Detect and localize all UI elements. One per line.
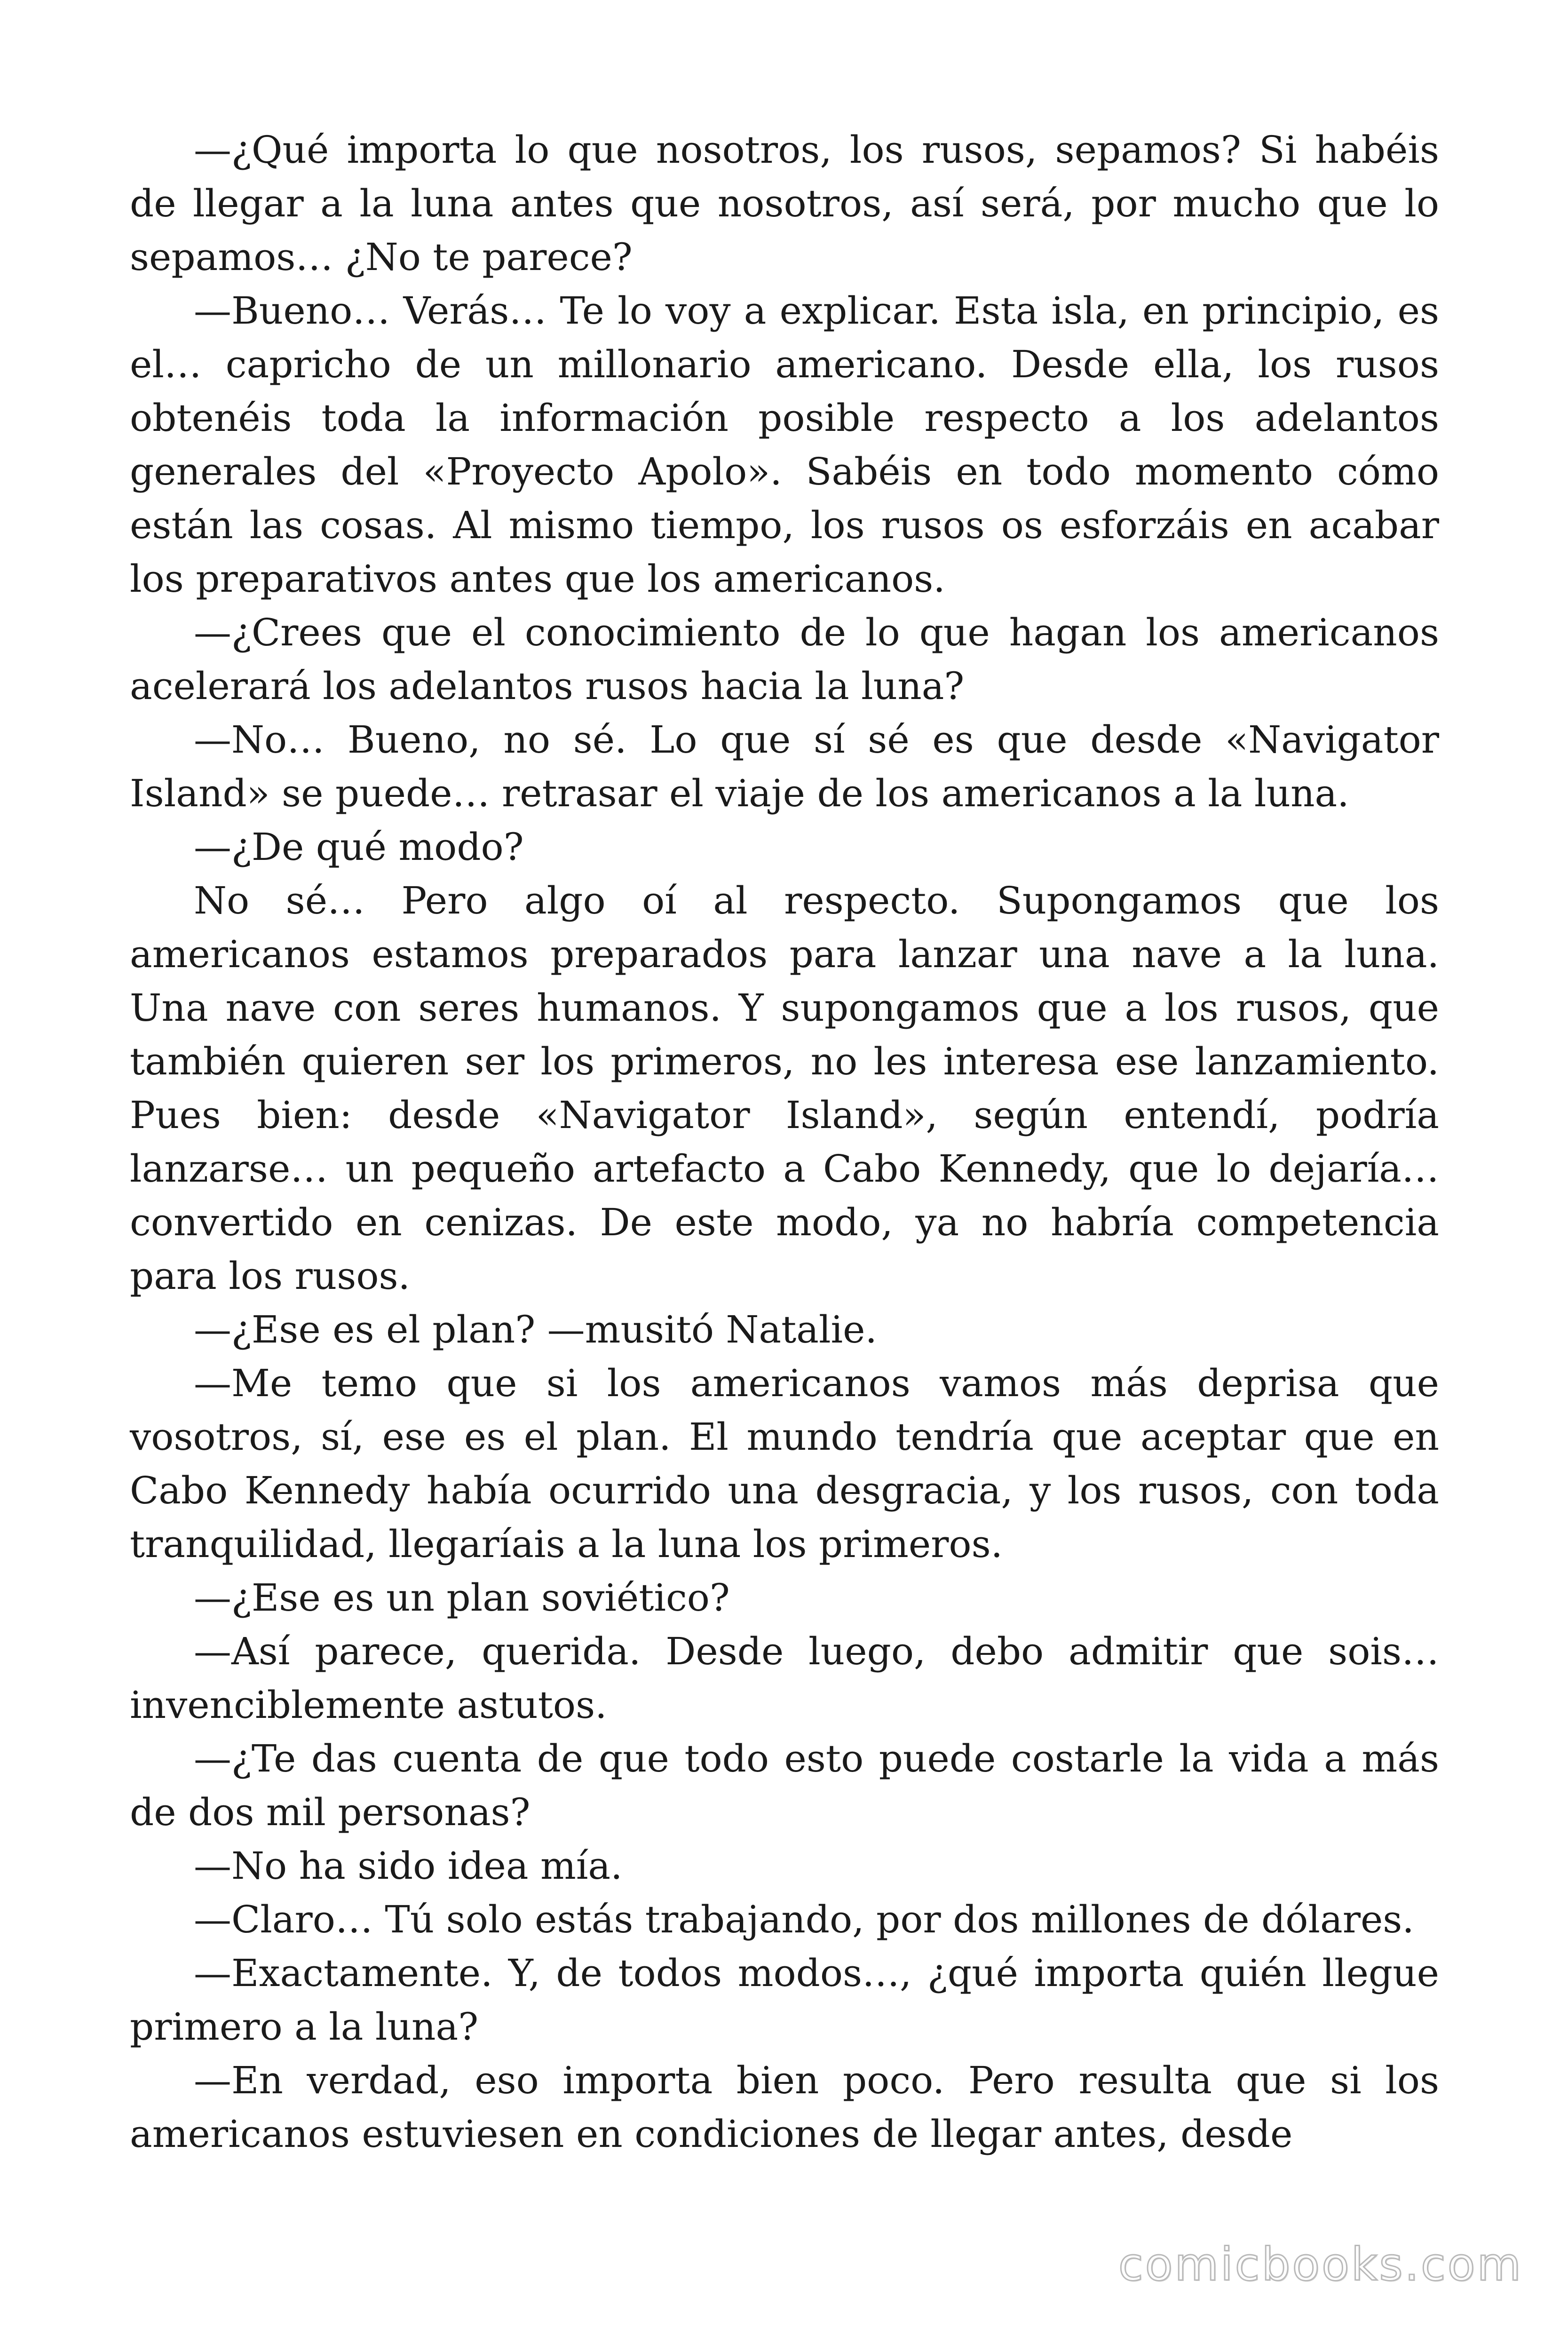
paragraph: —¿Ese es el plan? —musitó Natalie.	[194, 1308, 877, 1351]
paragraph: —Exactamente. Y, de todos modos…, ¿qué importa quién llegue primero a la luna?	[130, 1951, 1439, 2049]
paragraph: —¿Crees que el conocimiento de lo que hagan los americanos acelerará los adelantos rusos hacia la luna?	[130, 611, 1439, 708]
paragraph: —Claro… Tú solo estás trabajando, por dos millones de dólares.	[194, 1898, 1414, 1941]
paragraph: —¿Te das cuenta de que todo esto puede costarle la vida a más de dos mil personas?	[130, 1737, 1439, 1834]
paragraph: No sé… Pero algo oí al respecto. Supongamos que los americanos estamos preparados para lanzar una nave a la luna. Una nave con seres humanos. Y supongamos que a los rusos, que también quieren ser los primeros, no les interesa ese lanzamiento. Pues bien: desde «Navigator Island», según entendí, podría lanzarse… un pequeño artefacto a Cabo Kennedy, que lo dejaría… convertido en cenizas. De este modo, ya no habría competencia para los rusos.	[130, 879, 1439, 1298]
paragraph: —Bueno… Verás… Te lo voy a explicar. Esta isla, en principio, es el… capricho de un millonario americano. Desde ella, los rusos obtenéis toda la información posible respecto a los adelantos generales del «Proyecto Apolo». Sabéis en todo momento cómo están las cosas. Al mismo tiempo, los rusos os esforzáis en acabar los preparativos antes que los americanos.	[130, 289, 1439, 601]
paragraph: —Así parece, querida. Desde luego, debo admitir que sois… invenciblemente astutos.	[130, 1629, 1439, 1727]
paragraph: —¿De qué modo?	[194, 825, 524, 869]
paragraph: —No ha sido idea mía.	[194, 1844, 623, 1888]
paragraph: —No… Bueno, no sé. Lo que sí sé es que desde «Navigator Island» se puede… retrasar el viaje de los americanos a la luna.	[130, 718, 1439, 815]
paragraph: —En verdad, eso importa bien poco. Pero resulta que si los americanos estuviesen en condiciones de llegar antes, desde	[130, 2058, 1439, 2156]
watermark: comicbooks.com	[1118, 2238, 1523, 2291]
paragraph: —¿Qué importa lo que nosotros, los rusos, sepamos? Si habéis de llegar a la luna antes que nosotros, así será, por mucho que lo sepamos… ¿No te parece?	[130, 128, 1439, 279]
paragraph: —Me temo que si los americanos vamos más deprisa que vosotros, sí, ese es el plan. El mundo tendría que aceptar que en Cabo Kennedy había ocurrido una desgracia, y los rusos, con toda tranquilidad, llegaríais a la luna los primeros.	[130, 1361, 1439, 1566]
paragraph: —¿Ese es un plan soviético?	[194, 1576, 730, 1620]
body-text	[130, 123, 1439, 2161]
